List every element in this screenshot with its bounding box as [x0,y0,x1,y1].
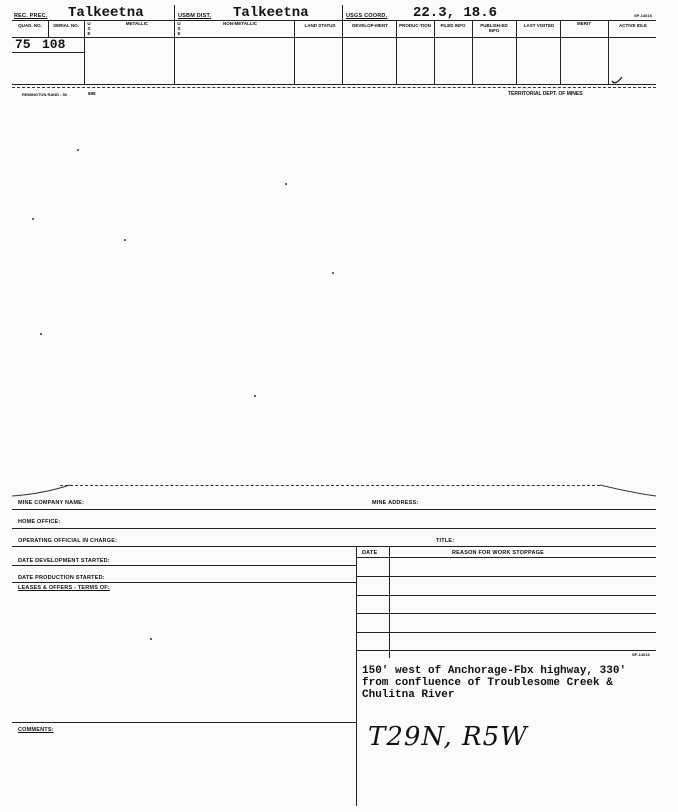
col-merit: MERIT [577,21,591,26]
col-active-idle: ACTIVE IDLE [618,23,647,28]
reason-col-header: REASON FOR WORK STOPPAGE [452,550,544,556]
mine-company-name-label: MINE COMPANY NAME: [18,500,85,506]
usgs-coord-value: 22.3, 18.6 [413,5,498,21]
col-serial-no: SERIAL NO. [53,23,79,28]
col-development: DEVELOP-MENT [352,23,388,28]
col-production: PRODUC-TION [399,23,431,28]
col-use-metallic: U S E [87,21,91,36]
col-land-status: LAND STATUS [304,23,336,28]
col-nonmetallic: NON-METALLIC [223,21,257,26]
col-last-visited: LAST VISITED [523,23,555,28]
operating-official-label: OPERATING OFFICIAL IN CHARGE: [18,538,118,544]
footer-left-code: 888 [88,91,96,96]
usbm-dist-value: Talkeetna [233,5,309,21]
comments-label: COMMENTS: [18,727,54,733]
usbm-dist-label: USBM DIST. [178,13,212,19]
mine-address-label: MINE ADDRESS: [372,500,419,506]
note-line-3: Chulitna River [362,689,455,701]
home-office-label: HOME OFFICE: [18,519,61,525]
title-label: TITLE: [436,538,455,544]
form-number: SP-14015 [634,13,652,18]
leases-label: LEASES & OFFERS - TERMS OF: [18,585,110,591]
footer-right: TERRITORIAL DEPT. OF MINES [508,91,583,97]
date-col-header: DATE [362,550,378,556]
rec-prec-value: Talkeetna [68,5,144,21]
note-line-2: from confluence of Troublesome Creek & [362,677,613,689]
form-number-bottom: SP-14016 [632,652,650,657]
col-quad-no: QUAD. NO. [18,23,42,28]
col-published-info: PUBLISH-ED INFO [480,23,508,33]
date-prod-started-label: DATE PRODUCTION STARTED: [18,575,105,581]
quad-value: 75 [15,37,31,52]
note-line-1: 150' west of Anchorage-Fbx highway, 330' [362,665,627,677]
col-filed-info: FILED INFO [440,23,466,28]
serial-value: 108 [42,37,66,52]
date-dev-started-label: DATE DEVELOPMENT STARTED: [18,558,110,564]
top-rule-3 [12,84,656,85]
card-tear-line [12,87,656,88]
bottom-card-edge [60,485,600,486]
usgs-coord-label: USGS COORD. [346,13,388,19]
handwritten-township: T29N, R5W [368,722,528,752]
col-use-nonmetallic: U S E [177,21,181,36]
rec-prec-label: REC. PREC. [14,13,48,19]
col-metallic: METALLIC [125,21,149,26]
typed-location-note [362,665,626,701]
divider-vertical [356,546,357,806]
check-mark-icon [610,74,624,86]
footer-left: REMINGTON RAND - 50 [22,92,68,97]
